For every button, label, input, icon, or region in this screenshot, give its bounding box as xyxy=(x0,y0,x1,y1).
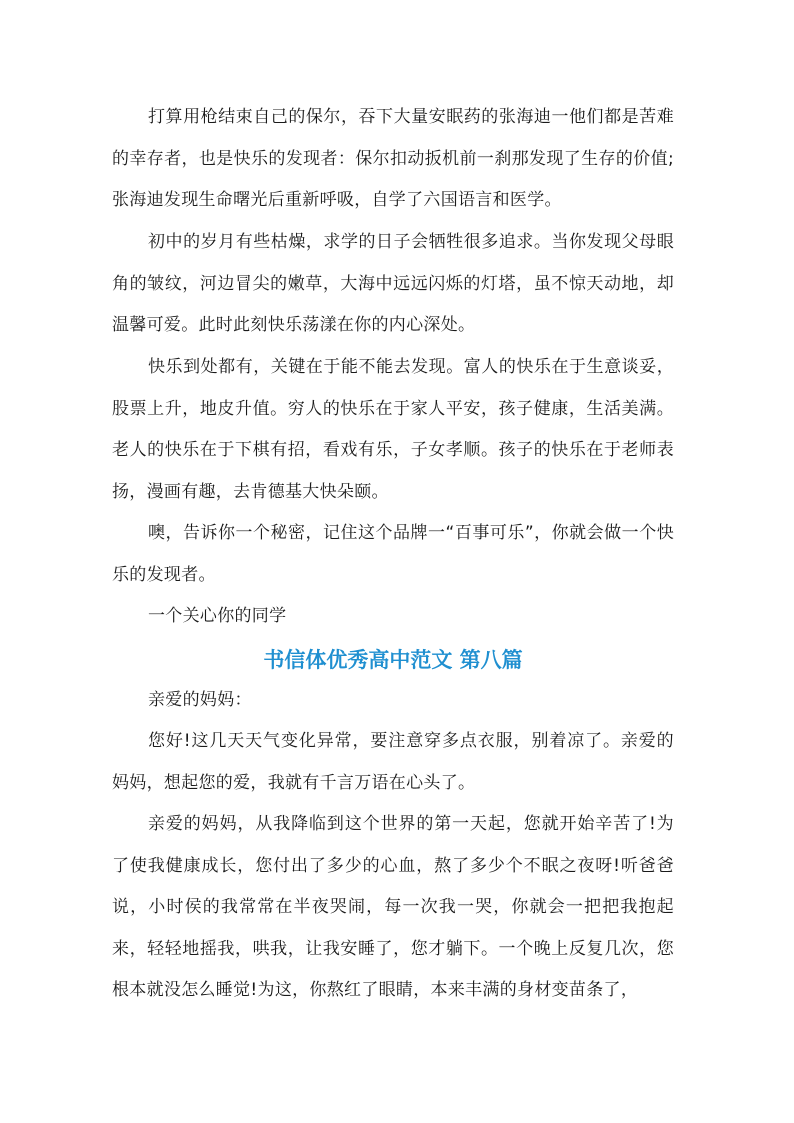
letter-signature: 一个关心你的同学 xyxy=(148,606,287,626)
paragraph-mothers-sacrifice: 亲爱的妈妈，从我降临到这个世界的第一天起，您就开始辛苦了!为了使我健康成长，您付出了多少的心血，熬了多少个不眠之夜呀!听爸爸说，小时侯的我常常在半夜哭闹，每一次我一哭，你就会一把把我抱起来，轻轻地摇我，哄我，让我安睡了，您才躺下。一个晚上反复几次，您根本就没怎么睡觉!为这，你熬红了眼睛，本来丰满的身材变苗条了， xyxy=(112,814,674,1000)
paragraph-happiness-everywhere: 快乐到处都有，关键在于能不能去发现。富人的快乐在于生意谈妥，股票上升，地皮升值。穷人的快乐在于家人平安，孩子健康，生活美满。老人的快乐在于下棋有招，看戏有乐，子女孝顺。孩子的快乐在于老师表扬，漫画有趣，去肯德基大快朵颐。 xyxy=(112,357,674,502)
paragraph-junior-high-years: 初中的岁月有些枯燥，求学的日子会牺牲很多追求。当你发现父母眼角的皱纹，河边冒尖的嫩草，大海中远远闪烁的灯塔，虽不惊天动地，却温馨可爱。此时此刻快乐荡漾在你的内心深处。 xyxy=(112,232,674,335)
letter-salutation: 亲爱的妈妈： xyxy=(148,690,252,710)
paragraph-secret-brand: 噢，告诉你一个秘密，记住这个品牌一“百事可乐”，你就会做一个快乐的发现者。 xyxy=(112,523,674,585)
paragraph-greeting: 您好!这几天天气变化异常，要注意穿多点衣服，别着凉了。亲爱的妈妈，想起您的爱，我就有千言万语在心头了。 xyxy=(112,731,674,793)
paragraph-paul-zhang-haidi: 打算用枪结束自己的保尔，吞下大量安眠药的张海迪一他们都是苦难的幸存者，也是快乐的发现者：保尔扣动扳机前一刹那发现了生存的价值;张海迪发现生命曙光后重新呼吸，自学了六国语言和医学。 xyxy=(112,107,674,210)
section-title: 书信体优秀高中范文 第八篇 xyxy=(263,648,523,672)
